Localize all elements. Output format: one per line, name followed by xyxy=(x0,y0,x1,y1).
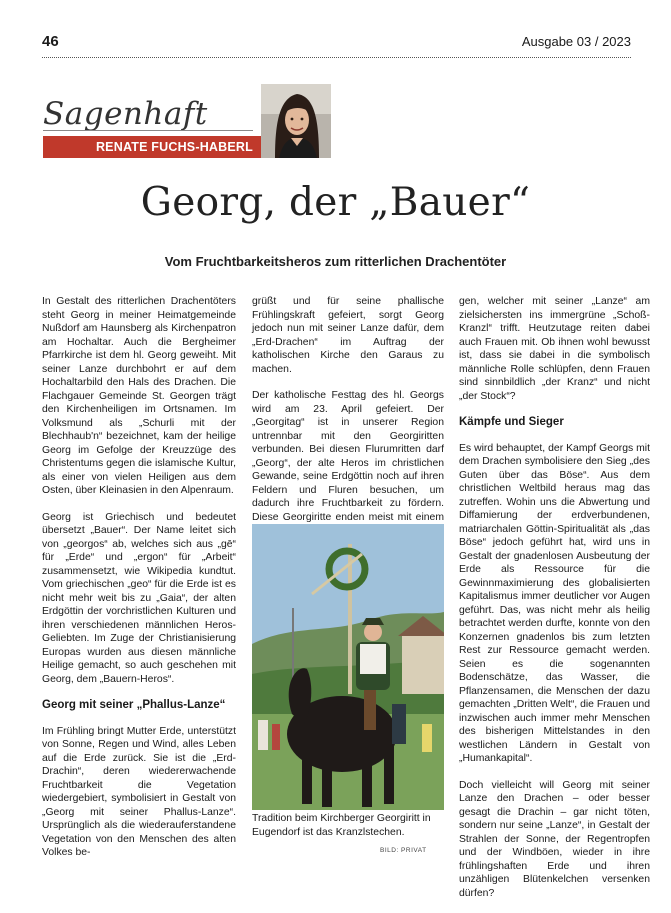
author-bar xyxy=(43,136,261,158)
paragraph: Es wird behauptet, der Kampf Georgs mit dem Drachen symbolisiere den Sieg „des Guten über das Böse“. Aus dem christlichen Weltbild heraus mag das zutreffen. Wohin uns die Abwertung und Diffamierung der erdverbundenen, matriarchalen Göttin-Spiritualität als „das Böse“ jedoch geführt hat, wird uns in Gestalt der gnadenlosen Ausbeutung der Erde als Ressource für die Gewinnmaximierung des globalisierten Kapitalismus immer deutlicher vor Augen geführt. Das, was nicht mehr als heilig betrachtet werden durfte, konnte von den Konzernen gnadenlos bis zum letzten Rest zur Ressource gemacht werden. Seien es die sogenannten Bodenschätze, das Wasser, die Pflanzensamen, die Menschen der dazu gemachten „Dritten Welt“, die Frauen und inzwischen auch immer mehr Menschen des bisherigen Mittelstandes in den westlichen Ländern in Gestalt von „Humankapital“. xyxy=(459,442,650,764)
issue-label: Ausgabe 03 / 2023 xyxy=(521,34,631,49)
photo-caption: Tradition beim Kirchberger Georgiritt in Eugendorf ist das Kranzlstechen. xyxy=(252,813,431,838)
paragraph: Georg ist Griechisch und bedeutet übersetzt „Bauer“. Der Name leitet sich von „georgos“ ab, welches sich aus „gē“ für „Erde“ und „ergon“ für „Arbeit“ zusammensetzt, wie Wikipedia kundtut. Vom griechischen „geo“ für die Erde ist es nicht mehr weit bis zu „Gaia“, der alten Erdgöttin der vorchristlichen Kulturen und ihren verschiedenen männlichen Heros-Geliebten. Im Zuge der Christianisierung Europas wurden aus diesen männliche Heilige gemacht, so auch geschehen mit Georg, dem „Bauern-Heros“. xyxy=(42,511,236,685)
paragraph: Im Frühling bringt Mutter Erde, unterstützt von Sonne, Regen und Wind, alles Leben auf die Erde zurück. Sie ist die „Erd-Drachin“, deren wiedererwachende Fruchtbarkeit die Vegetation wiedergebiert, symbolisiert in Gestalt von „Georg mit seiner Phallus-Lanze“. Ursprünglich als die wiederauferstandene Vegetation von den Menschen des alten Volkes be- xyxy=(42,725,236,858)
text-column-1 xyxy=(42,295,236,873)
paragraph: gen, welcher mit seiner „Lanze“ am zielsichersten ins immergrüne „Schoß-Kranzl“ trifft. Heutzutage reiten dabei auch Frauen mit. Ob ihnen wohl bewusst ist, dass sie dabei in die symbolisch männliche Rolle schlüpfen, denn Frauen sind sinnbildlich „der Kranz“ und nicht „der Stock“? xyxy=(459,296,650,402)
author-portrait xyxy=(261,84,331,158)
section-heading: Georg mit seiner „Phallus-Lanze“ xyxy=(42,699,226,711)
paragraph: Doch vielleicht will Georg mit seiner Lanze den Drachen – oder besser gesagt die Drachin – gar nicht töten, sondern nur seine „Lanze“, in Gestalt der Strahlen der Sonne, der Regentropfen und der Windböen, wieder in ihre frühlingshaften Erde und ihren unzähligen Blütenkelchen versenken dürfen? xyxy=(459,779,650,899)
column-kicker: Sagenhaft xyxy=(43,96,208,132)
paragraph: In Gestalt des ritterlichen Drachentöters steht Georg in meiner Heimatgemeinde Nußdorf am Haunsberg als Kirchenpatron am Hochaltar. Auch die Bergheimer Pfarrkirche ist dem hl. Georg geweiht. Mit seiner Lanze durchbohrt er auf dem Hochaltarbild den Hals des Drachen. Die Flachgauer Gemeinde St. Georgen trägt den Kirchenheiligen im Ortsnamen. Im Volksmund als „Schurli mit der Blechhaub'n“ bezeichnet, kam der heilige Georg im Gefolge der Kreuzzüge des Christentums gegen die islamische Kultur, als einer von vielen Heiligen aus dem Osten, über Kleinasien in den Alpenraum. xyxy=(42,296,236,496)
kicker-underline xyxy=(43,130,253,131)
header-divider xyxy=(42,57,631,58)
article-subtitle: Vom Fruchtbarkeitsheros zum ritterlichen Drachentöter xyxy=(164,254,507,269)
article-photo xyxy=(252,524,444,810)
text-column-3 xyxy=(459,295,650,913)
photo-credit: BILD: PRIVAT xyxy=(380,847,427,854)
section-heading: Kämpfe und Sieger xyxy=(459,416,564,428)
paragraph: grüßt und für seine phallische Frühlingskraft gefeiert, sorgt Georg jedoch nun mit seiner Lanze dafür, dem „Erd-Drachen“ im Auftrag der katholischen Kirche den Garaus zu machen. xyxy=(252,296,444,375)
author-name: RENATE FUCHS-HABERL xyxy=(95,140,253,154)
paragraph: Der katholische Festtag des hl. Georgs wird am 23. April gefeiert. Der „Georgitag“ ist in unserer Region untrennbar mit den Georgiritten verbunden. Bei diesen Flurumritten darf „Georg“, der alte Heros im christlichen Gewande, seine Erdgöttin noch auf ihren Feldern und Fluren besuchen, um dadurch ihre Fruchtbarkeit zu fördern. Diese Georgiritte enden meist mit einem xyxy=(252,390,444,523)
page-number: 46 xyxy=(42,33,59,50)
article-title: Georg, der „Bauer“ xyxy=(140,180,531,225)
